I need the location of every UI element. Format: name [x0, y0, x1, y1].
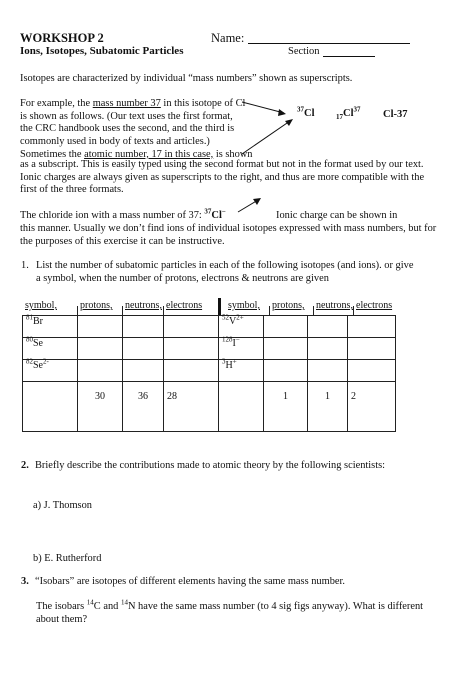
answer-cell[interactable]: [348, 338, 396, 360]
header-tick: [122, 306, 123, 315]
chloride-symbol: Cl: [211, 210, 222, 221]
section-blank[interactable]: [323, 56, 375, 57]
example-line3: the CRC handbook uses the second, and the third is: [20, 123, 235, 135]
format-1-mass: 37: [297, 105, 304, 114]
example-line5-post: is shown: [213, 148, 253, 160]
q1-number: 1.: [21, 260, 29, 271]
nitrogen-symbol: N: [127, 601, 136, 612]
cell-symbol: H: [225, 360, 233, 371]
electrons-given-cell: 28: [164, 382, 219, 432]
cell-charge: +: [232, 357, 237, 366]
cell-mass: 52: [222, 313, 229, 322]
worksheet-subtitle: Ions, Isotopes, Subatomic Particles: [20, 45, 184, 57]
cell-symbol: Se: [33, 360, 43, 371]
col-header-symbol-left: symbol,: [25, 300, 57, 311]
cell-mass: 81: [26, 313, 33, 322]
cell-mass: 80: [26, 335, 33, 344]
cell-symbol: V: [229, 316, 237, 327]
q2-text: Briefly describe the contributions made to atomic theory by the following scientists:: [35, 460, 386, 471]
q1-text: List the number of subatomic particles in each of the following isotopes (and ions). or give a symbol, when the number of protons, electrons & neutrons are given: [36, 260, 414, 284]
section-label: Section: [288, 46, 320, 57]
neutrons-given-cell: 36: [123, 382, 164, 432]
chloride-mass: 37: [204, 207, 212, 216]
answer-cell[interactable]: [123, 316, 164, 338]
answer-cell[interactable]: [78, 360, 123, 382]
header-tick: [353, 306, 354, 315]
answer-cell[interactable]: [348, 316, 396, 338]
q3-text: “Isobars” are isotopes of different elements having the same mass number.: [35, 576, 345, 587]
carbon-mass: 14: [86, 598, 94, 607]
cell-charge: 2-: [43, 357, 49, 366]
cell-symbol: Br: [33, 316, 43, 327]
symbol-cell: [219, 313, 264, 338]
chloride-rest: this manner. Usually we don’t find ions of individual isotopes expressed with mass numbers, but for the purposes of this exercise it can be instructive.: [20, 223, 437, 247]
symbol-cell[interactable]: [219, 382, 264, 432]
symbol-cell: [23, 335, 78, 360]
carbon-symbol: C: [93, 601, 101, 612]
cell-symbol: Se: [33, 338, 43, 349]
cell-charge: 2+: [236, 313, 244, 322]
chloride-pre: The chloride ion with a mass number of 37:: [20, 210, 205, 221]
table-row: [23, 360, 396, 382]
cell-mass: 82: [26, 357, 33, 366]
chloride-ion: [204, 207, 226, 221]
header-tick: [163, 306, 164, 315]
col-header-neutrons-left: neutrons,: [125, 300, 162, 311]
q2-part-a: a) J. Thomson: [33, 500, 92, 511]
header-tick: [77, 306, 78, 315]
arrow-subscript-icon: [242, 119, 293, 154]
arrows-svg: [240, 96, 300, 158]
protons-given-cell: 30: [78, 382, 123, 432]
header-tick: [269, 306, 270, 315]
example-line1-pre: For example, the: [20, 98, 93, 109]
answer-cell[interactable]: [164, 338, 219, 360]
table-row: [23, 382, 396, 432]
answer-cell[interactable]: [78, 316, 123, 338]
q3-body-pre: The isobars: [36, 601, 87, 612]
symbol-cell[interactable]: [23, 382, 78, 432]
worksheet-title: WORKSHOP 2: [20, 31, 104, 45]
symbol-cell: [23, 313, 78, 338]
q2-number: 2.: [21, 460, 29, 471]
answer-cell[interactable]: [164, 316, 219, 338]
answer-cell[interactable]: [264, 338, 308, 360]
cell-charge: −: [235, 335, 240, 344]
example-line4: commonly used in body of texts and articles.): [20, 136, 210, 148]
answer-cell[interactable]: [308, 316, 348, 338]
col-header-electrons-right: electrons: [356, 300, 393, 311]
format-1: [297, 105, 315, 121]
table-row: [23, 338, 396, 360]
answer-cell[interactable]: [308, 360, 348, 382]
example-line2: is shown as follows. (Our text uses the first format,: [20, 110, 233, 122]
symbol-cell: [219, 357, 264, 382]
arrow-to-format-icon: [242, 102, 286, 116]
col-header-electrons-left: electrons: [166, 300, 203, 311]
neutrons-given-cell: 1: [308, 382, 348, 432]
format-2-atomic: 17: [336, 113, 343, 122]
electrons-given-cell: 2: [348, 382, 396, 432]
intro-text: Isotopes are characterized by individual “mass numbers” shown as superscripts.: [20, 73, 353, 84]
q3-number: 3.: [21, 576, 29, 587]
q3-body: [36, 598, 436, 626]
symbol-cell: [23, 357, 78, 382]
answer-cell[interactable]: [348, 360, 396, 382]
answer-cell[interactable]: [123, 360, 164, 382]
example-line5-pre: Sometimes the: [20, 148, 85, 160]
format-2-mass: 37: [353, 105, 361, 114]
table-center-divider: [218, 298, 221, 316]
q3-and: and: [100, 601, 121, 612]
answer-cell[interactable]: [164, 360, 219, 382]
name-label: Name:: [211, 31, 245, 45]
answer-cell[interactable]: [264, 360, 308, 382]
answer-cell[interactable]: [308, 338, 348, 360]
symbol-cell: [219, 335, 264, 360]
cell-mass: 3: [222, 357, 226, 366]
col-header-symbol-right: symbol,: [228, 300, 260, 311]
format-1-symbol: Cl: [304, 108, 315, 119]
col-header-neutrons-right: neutrons,: [316, 300, 353, 311]
col-header-protons-right: protons,: [272, 300, 305, 311]
chloride-charge: −: [221, 207, 226, 216]
example-line1-post: in this isotope of Cl: [160, 98, 246, 109]
cell-mass: 128: [222, 335, 233, 344]
col-header-protons-left: protons,: [80, 300, 113, 311]
table-row: [23, 316, 396, 338]
cell-symbol: I: [232, 338, 236, 349]
header-tick: [313, 306, 314, 315]
answer-cell[interactable]: [123, 338, 164, 360]
nitrogen-mass: 14: [120, 598, 128, 607]
example-rest: as a subscript. This is easily typed using the second format but not in the format used by our text. Ionic charges are always given as superscripts to the right, and thus are more compatible with the first of the three formats.: [20, 159, 425, 196]
format-2-symbol: Cl: [343, 108, 354, 119]
protons-given-cell: 1: [264, 382, 308, 432]
answer-cell[interactable]: [264, 316, 308, 338]
chloride-post: Ionic charge can be shown in: [276, 210, 398, 221]
name-blank[interactable]: [248, 43, 410, 44]
charge-arrow-icon: [236, 196, 264, 216]
q3-body-post: have the same mass number (to 4 sig figs anyway). What is different about them?: [36, 601, 424, 625]
format-2: [336, 105, 361, 122]
mass-number-phrase: mass number 37: [92, 98, 161, 109]
atomic-number-phrase: atomic number, 17 in this case,: [84, 148, 214, 160]
answer-cell[interactable]: [78, 338, 123, 360]
q2-part-b: b) E. Rutherford: [33, 553, 102, 564]
isotope-table: [22, 315, 396, 432]
format-3: Cl-37: [383, 109, 408, 120]
